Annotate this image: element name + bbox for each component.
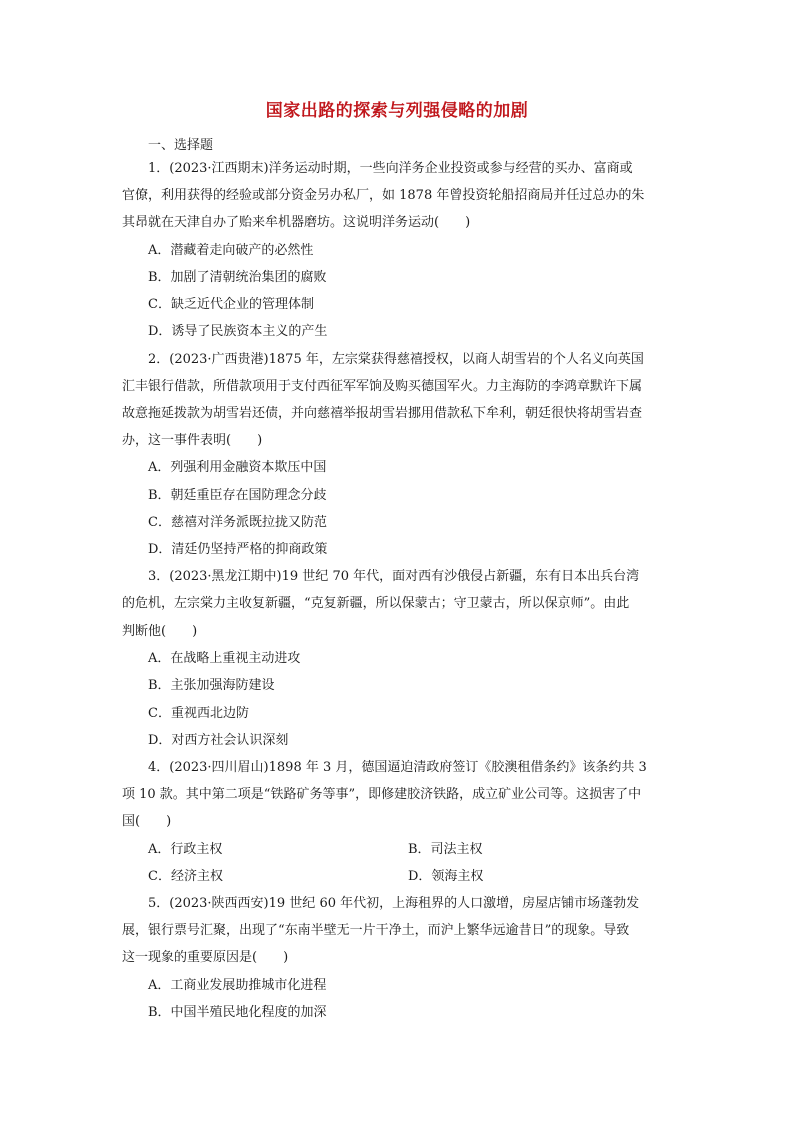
question-5-stem-line-1: 5．(2023·陕西西安)19 世纪 60 年代初，上海租界的人口激增，房屋店铺市场蓬勃发	[148, 896, 640, 911]
section-heading: 一、选择题	[148, 138, 214, 153]
question-2-stem-line-3: 故意拖延拨款为胡雪岩还债，并向慈禧举报胡雪岩挪用借款私下牟利，朝廷很快将胡雪岩查	[122, 406, 643, 421]
question-3-stem-line-2: 的危机，左宗棠力主收复新疆，“克复新疆，所以保蒙古；守卫蒙古，所以保京师”。由此	[122, 596, 630, 611]
question-5-stem-line-2: 展，银行票号汇聚，出现了“东南半壁无一片干净土，而沪上繁华远逾昔日”的现象。导致	[122, 923, 630, 938]
question-3-option-c: C．重视西北边防	[148, 706, 249, 721]
question-4-stem-line-2: 项 10 款。其中第二项是“铁路矿务等事”，即修建胶济铁路，成立矿业公司等。这损害了中	[122, 787, 642, 802]
question-3-stem-line-3: 判断他( )	[122, 624, 198, 639]
question-2-stem-line-4: 办，这一事件表明( )	[122, 433, 263, 448]
page-title: 国家出路的探索与列强侵略的加剧	[265, 101, 529, 121]
question-1-option-b: B．加剧了清朝统治集团的腐败	[148, 270, 327, 285]
question-1-option-c: C．缺乏近代企业的管理体制	[148, 297, 314, 312]
question-4-stem-line-1: 4．(2023·四川眉山)1898 年 3 月，德国逼迫清政府签订《胶澳租借条约》该条约共 3	[148, 760, 647, 775]
question-2-stem-line-2: 汇丰银行借款，所借款项用于支付西征军军饷及购买德国军火。力主海防的李鸿章默许下属	[122, 379, 643, 394]
question-4-option-c: C．经济主权	[148, 869, 223, 884]
question-3-stem-line-1: 3．(2023·黑龙江期中)19 世纪 70 年代，面对西有沙俄侵占新疆，东有日本出兵台湾	[148, 569, 640, 584]
question-3-option-a: A．在战略上重视主动进攻	[148, 651, 301, 666]
question-1-stem-line-1: 1．(2023·江西期末)洋务运动时期，一些向洋务企业投资或参与经营的买办、富商或	[148, 161, 633, 176]
question-4-option-d: D．领海主权	[408, 869, 484, 884]
question-1-option-a: A．潜藏着走向破产的必然性	[148, 243, 314, 258]
question-4-stem-line-3: 国( )	[122, 814, 172, 829]
question-1-option-d: D．诱导了民族资本主义的产生	[148, 324, 328, 339]
question-5-option-b: B．中国半殖民地化程度的加深	[148, 1005, 327, 1020]
question-2-option-d: D．清廷仍坚持严格的抑商政策	[148, 542, 328, 557]
question-2-option-c: C．慈禧对洋务派既拉拢又防范	[148, 515, 327, 530]
question-5-option-a: A．工商业发展助推城市化进程	[148, 978, 327, 993]
question-5-stem-line-3: 这一现象的重要原因是( )	[122, 950, 289, 965]
question-4-option-a: A．行政主权	[148, 842, 223, 857]
question-3-option-b: B．主张加强海防建设	[148, 678, 275, 693]
question-2-option-b: B．朝廷重臣存在国防理念分歧	[148, 488, 327, 503]
question-3-option-d: D．对西方社会认识深刻	[148, 733, 289, 748]
question-1-stem-line-2: 官僚，利用获得的经验或部分资金另办私厂，如 1878 年曾投资轮船招商局并任过总办的朱	[122, 188, 645, 203]
question-2-stem-line-1: 2．(2023·广西贵港)1875 年，左宗棠获得慈禧授权，以商人胡雪岩的个人名义向英国	[148, 352, 644, 367]
question-1-stem-line-3: 其昂就在天津自办了贻来牟机器磨坊。这说明洋务运动( )	[122, 215, 471, 230]
question-2-option-a: A．列强利用金融资本欺压中国	[148, 460, 327, 475]
question-4-option-b: B．司法主权	[408, 842, 483, 857]
